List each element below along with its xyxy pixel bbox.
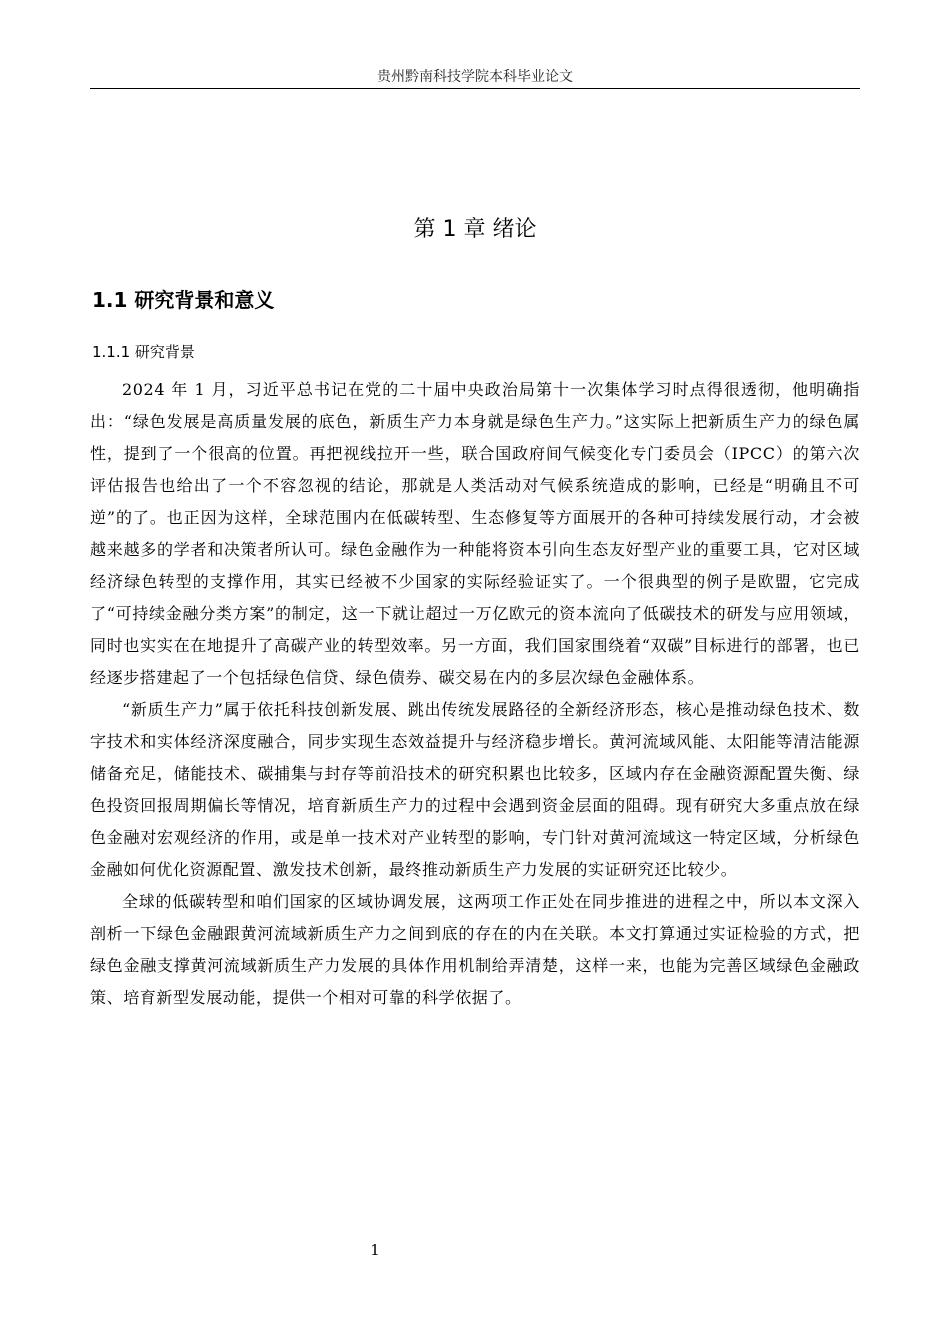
section-heading: 1.1 研究背景和意义 [92, 288, 275, 312]
body-text [90, 374, 860, 1014]
chapter-title: 第 1 章 绪论 [413, 217, 537, 242]
paragraph-new-productivity: “新质生产力”属于依托科技创新发展、跳出传统发展路径的全新经济形态，核心是推动绿色技术、数字技术和实体经济深度融合，同步实现生态效益提升与经济稳步增长。黄河流域风能、太阳能等清洁能源储备充足，储能技术、碳捕集与封存等前沿技术的研究积累也比较多，区域内存在金融资源配置失衡、绿色投资回报周期偏长等情况，培育新质生产力的过程中会遇到资金层面的阻碍。现有研究大多重点放在绿色金融对宏观经济的作用，或是单一技术对产业转型的影响，专门针对黄河流域这一特定区域，分析绿色金融如何优化资源配置、激发技术创新，最终推动新质生产力发展的实证研究还比较少。 [90, 700, 860, 879]
subsection-heading: 1.1.1 研究背景 [92, 343, 195, 361]
running-header: 贵州黔南科技学院本科毕业论文 [90, 68, 860, 89]
paragraph-research-purpose: 全球的低碳转型和咱们国家的区域协调发展，这两项工作正处在同步推进的进程之中，所以本文深入剖析一下绿色金融跟黄河流域新质生产力之间到底的存在的内在关联。本文打算通过实证检验的方式，把绿色金融支撑黄河流域新质生产力发展的具体作用机制给弄清楚，这样一来，也能为完善区域绿色金融政策、培育新型发展动能，提供一个相对可靠的科学依据了。 [90, 892, 860, 1007]
paragraph-background: 2024 年 1 月，习近平总书记在党的二十届中央政治局第十一次集体学习时点得很透彻，他明确指出：“绿色发展是高质量发展的底色，新质生产力本身就是绿色生产力。”这实际上把新质生产力的绿色属性，提到了一个很高的位置。再把视线拉开一些，联合国政府间气候变化专门委员会（IPCC）的第六次评估报告也给出了一个不容忽视的结论，那就是人类活动对气候系统造成的影响，已经是“明确且不可逆”的了。也正因为这样，全球范围内在低碳转型、生态修复等方面展开的各种可持续发展行动，才会被越来越多的学者和决策者所认可。绿色金融作为一种能将资本引向生态友好型产业的重要工具，它对区域经济绿色转型的支撑作用，其实已经被不少国家的实际经验证实了。一个很典型的例子是欧盟，它完成了“可持续金融分类方案”的制定，这一下就让超过一万亿欧元的资本流向了低碳技术的研发与应用领域，同时也实实在在地提升了高碳产业的转型效率。另一方面，我们国家围绕着“双碳”目标进行的部署，也已经逐步搭建起了一个包括绿色信贷、绿色债券、碳交易在内的多层次绿色金融体系。 [90, 380, 860, 687]
page-number: 1 [370, 1241, 380, 1259]
